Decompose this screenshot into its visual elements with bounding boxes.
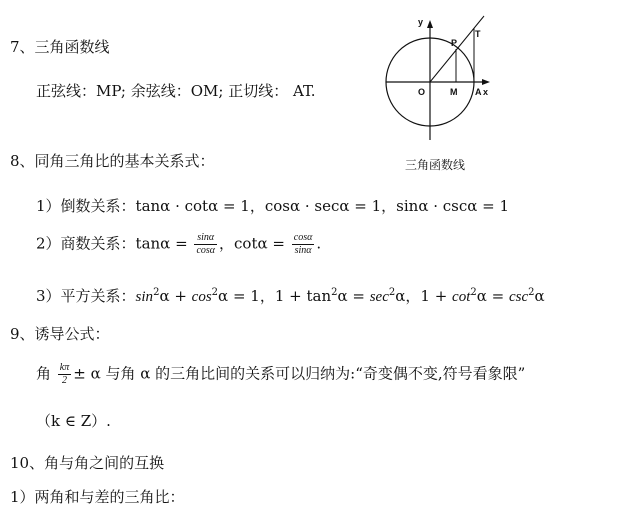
exponent: 2 — [211, 287, 219, 298]
square-label: 3）平方关系： — [36, 287, 136, 305]
reciprocal-formula: tanα · cotα = 1，cosα · secα = 1，sinα · cscα = 1 — [135, 197, 510, 215]
label-m: M — [450, 87, 458, 97]
diagram-caption: 三角函数线 — [405, 158, 466, 172]
quotient-end: . — [316, 234, 322, 253]
induction-text: ± α 与角 α 的三角比间的关系可以归纳为:“奇变偶不变,符号看象限” — [73, 364, 526, 383]
terminal-ray — [430, 16, 484, 82]
x-axis-arrow — [482, 79, 490, 85]
fraction-sin-over-cos — [194, 232, 217, 257]
quotient-tan-lhs: tanα = — [135, 234, 188, 253]
fraction-cos-over-sin — [292, 232, 315, 257]
reciprocal-label: 1）倒数关系： — [36, 197, 136, 215]
section-9-heading: 9、诱导公式： — [10, 325, 110, 343]
induction-rule — [36, 362, 525, 387]
identity-one-tan: α = 1，1 + tan — [218, 287, 332, 305]
label-x: x — [483, 87, 489, 97]
identity-one-plus: α，1 + — [395, 287, 453, 305]
exponent: 2 — [470, 287, 477, 298]
quotient-label: 2）商数关系： — [36, 234, 136, 253]
exponent: 2 — [388, 287, 396, 298]
fraction-numerator: kπ — [59, 362, 70, 373]
alpha-end: α — [534, 287, 545, 305]
exponent: 2 — [331, 287, 338, 298]
fraction-k-pi-over-2 — [58, 362, 71, 387]
csc-term: csc — [508, 289, 529, 305]
fraction-denominator: 2 — [62, 375, 68, 386]
label-t: T — [475, 29, 481, 39]
exponent: 2 — [528, 287, 535, 298]
section-10-sub1: 1）两角和与差的三角比： — [10, 488, 185, 506]
section-7-heading: 7、三角函数线 — [10, 38, 110, 56]
alpha-plus: α + — [159, 287, 192, 305]
cos-term: cos — [191, 289, 212, 305]
alpha-equals: α = — [476, 287, 509, 305]
y-axis-arrow — [427, 20, 433, 28]
fraction-denominator: sinα — [294, 245, 312, 256]
reciprocal-relation — [36, 195, 509, 216]
section-8-heading: 8、同角三角比的基本关系式： — [10, 152, 215, 170]
induction-condition: （k ∈ Z）. — [36, 412, 111, 430]
label-y: y — [418, 17, 424, 27]
exponent: 2 — [153, 287, 160, 298]
sin-term: sin — [135, 289, 154, 305]
label-p: P — [451, 38, 458, 48]
alpha-equals: α = — [337, 287, 370, 305]
section-10-heading: 10、角与角之间的互换 — [10, 454, 165, 472]
induction-pre: 角 — [36, 364, 52, 383]
label-o: O — [418, 87, 426, 97]
fraction-numerator: sinα — [194, 232, 217, 245]
quotient-relation — [36, 232, 321, 257]
fraction-numerator: cosα — [293, 232, 313, 243]
cot-term: cot — [452, 289, 471, 305]
sec-term: sec — [369, 289, 389, 305]
label-a: A — [475, 87, 482, 97]
quotient-cot-lhs: ，cotα = — [219, 234, 285, 253]
trig-lines-diagram — [378, 12, 498, 142]
square-relation — [36, 285, 545, 306]
fraction-denominator: cosα — [196, 245, 216, 256]
section-7-definition: 正弦线：MP; 余弦线：OM; 正切线： AT. — [36, 82, 316, 100]
